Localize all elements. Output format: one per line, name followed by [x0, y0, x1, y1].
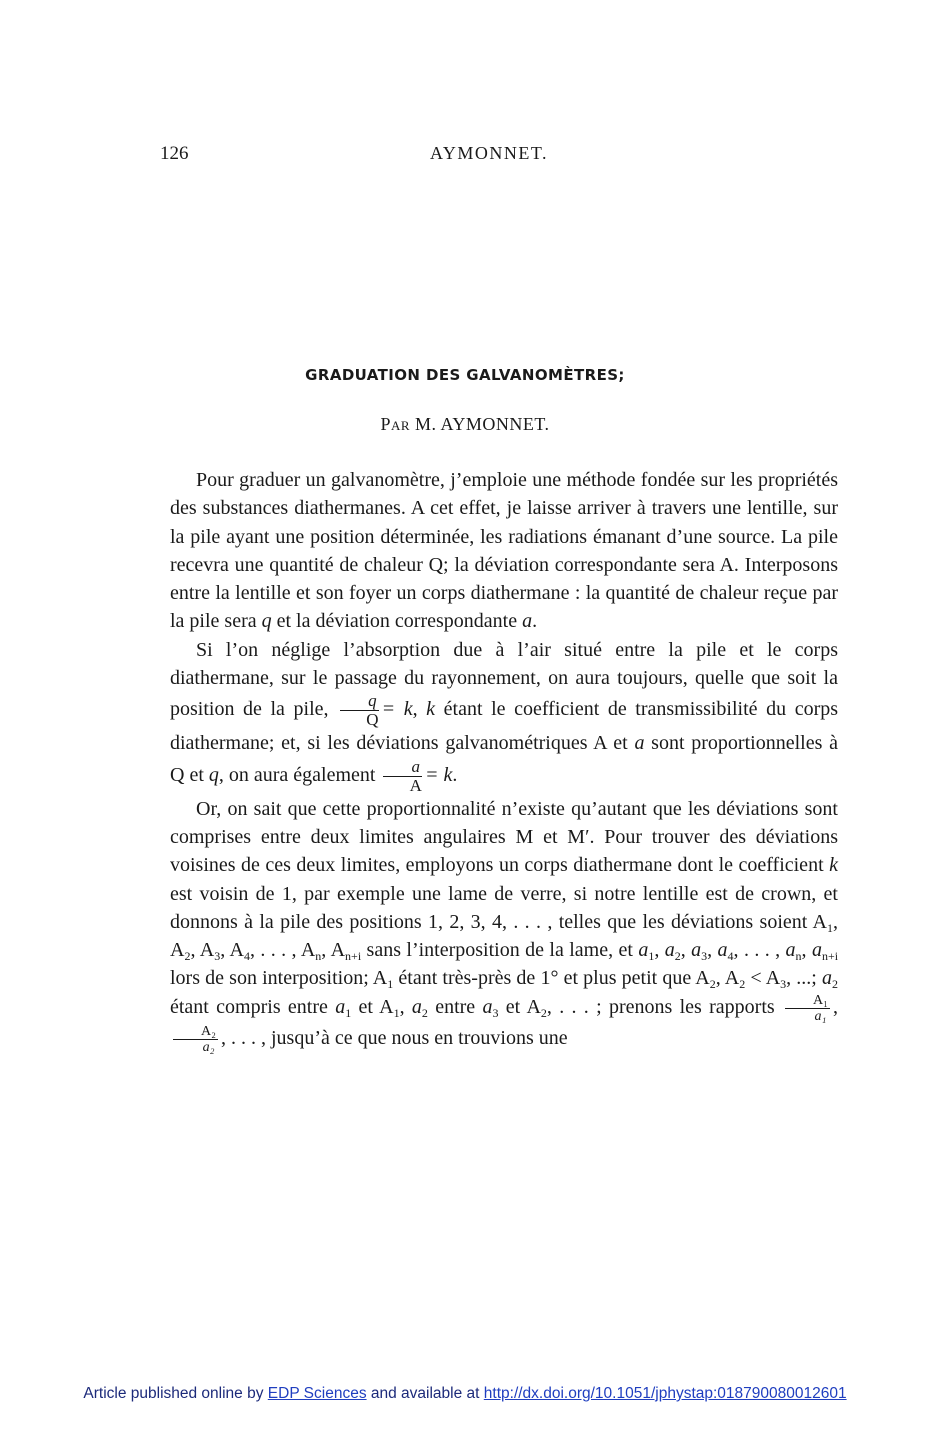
- ratio-A1-over-a1: [785, 993, 830, 1024]
- p2-text-5: , on aura également: [218, 763, 381, 786]
- fraction-denominator: Q: [366, 710, 379, 730]
- subscript: 4: [243, 949, 250, 964]
- subscript: 3: [214, 949, 221, 964]
- p3-text-12: entre: [427, 995, 483, 1018]
- subscript: 2: [184, 949, 191, 964]
- subscript: 3: [780, 977, 787, 992]
- publication-footer: [0, 1385, 930, 1403]
- subscript: n: [315, 949, 322, 964]
- fraction-q-over-Q: [340, 692, 379, 729]
- subscript: 3: [701, 949, 708, 964]
- subscript: 2: [832, 977, 839, 992]
- subscript: 1: [393, 1005, 400, 1020]
- footer-middle: and available at: [366, 1385, 484, 1402]
- subscript: 2: [674, 949, 681, 964]
- subscript: 2: [739, 977, 746, 992]
- var-a: a: [717, 939, 728, 962]
- var-a: a: [691, 939, 702, 962]
- fraction-denominator: a₁: [814, 1008, 827, 1024]
- edp-sciences-link[interactable]: EDP Sciences: [267, 1385, 367, 1402]
- p2-text-6: .: [452, 763, 458, 786]
- footer-prefix: Article published online by: [83, 1385, 268, 1402]
- page-header: [160, 143, 860, 169]
- p3-text-5: étant très-près de 1° et plus petit que A: [393, 967, 710, 990]
- separator: , A: [190, 939, 215, 962]
- p2-text-2: ,: [412, 698, 427, 721]
- byline: [0, 414, 930, 435]
- p3-text-4: lors de son interposition; A: [170, 967, 388, 990]
- subscript: n+i: [821, 949, 839, 964]
- fraction-numerator: q: [340, 692, 379, 711]
- paragraph-1: [170, 466, 838, 636]
- separator: , A: [321, 939, 346, 962]
- fraction-a-over-A: [383, 758, 422, 795]
- equation-equals-k: = k: [424, 763, 453, 786]
- fraction-denominator: a₂: [202, 1039, 215, 1055]
- byline-prefix-cap: P: [380, 414, 391, 434]
- p3-text-10: et A: [351, 995, 394, 1018]
- var-a: a: [411, 995, 422, 1018]
- separator: ,: [654, 939, 665, 962]
- subscript: 1: [387, 977, 394, 992]
- var-q: q: [208, 763, 219, 786]
- subscript: 2: [709, 977, 716, 992]
- p3-text-7: < A: [745, 967, 781, 990]
- subscript: n: [795, 949, 802, 964]
- byline-prefix-rest: AR: [390, 418, 411, 433]
- article-title: GRADUATION DES GALVANOMÈTRES;: [305, 366, 625, 384]
- p3-text-6: , A: [715, 967, 740, 990]
- p2-text-3: étant le coefficient de transmissibilité du corps diathermane; et, si les déviations galvanométriques A et: [170, 698, 839, 755]
- subscript: 4: [727, 949, 734, 964]
- separator: , A: [220, 939, 244, 962]
- separator: , . . . ,: [733, 939, 786, 962]
- doi-link[interactable]: http://dx.doi.org/10.1051/jphystap:018790080012601: [483, 1385, 847, 1402]
- p2-text-4: sont proportionnelles à Q et: [170, 732, 838, 786]
- p3-text-1: Or, on sait que cette proportionnalité n’existe qu’autant que les déviations sont comprises entre deux limites angulaires M et M′. Pour trouver des déviations voisines de ces deux limites, employons un corps diathermane dont le coefficient: [170, 797, 838, 877]
- subscript: 2: [540, 1005, 547, 1020]
- p1-text: Pour graduer un galvanomètre, j’emploie une méthode fondée sur les propriétés des substances diathermanes. A cet effet, je laisse arriver à travers une lentille, sur la pile ayant une position déterminée, les radiations émanant d’une source. La pile recevra une quantité de chaleur Q; la déviation correspondante sera A. Interposons entre la lentille et son foyer un corps diathermane : la quantité de chaleur reçue par la pile sera: [170, 469, 838, 633]
- p3-text-3: sans l’interposition de la lame, et: [361, 939, 639, 962]
- fraction-numerator: A₂: [173, 1024, 218, 1040]
- p1-var-q: q: [261, 610, 272, 633]
- running-head: AYMONNET.: [430, 143, 549, 163]
- separator: , . . . , A: [249, 939, 316, 962]
- fraction-denominator: A: [409, 775, 422, 795]
- var-a: a: [482, 995, 493, 1018]
- subscript: 1: [345, 1005, 352, 1020]
- p3-text-9: étant compris entre: [170, 995, 336, 1018]
- var-a: a: [335, 995, 346, 1018]
- var-k: k: [829, 854, 838, 877]
- page-number: 126: [160, 143, 189, 164]
- paragraph-3: [170, 795, 838, 1055]
- p3-text-8: , ...;: [786, 967, 823, 990]
- p3-text-11: ,: [399, 995, 412, 1018]
- p1-mid: et la déviation correspondante: [271, 610, 523, 633]
- subscript: 1: [648, 949, 655, 964]
- var-a: a: [811, 939, 822, 962]
- var-a: a: [664, 939, 675, 962]
- separator: ,: [707, 939, 718, 962]
- var-a: a: [785, 939, 796, 962]
- var-a: a: [634, 732, 645, 755]
- p3-text-13: et A: [498, 995, 541, 1018]
- p2-text-1: Si l’on néglige l’absorption due à l’air situé entre la pile et le corps diathermane, sur le passage du rayonnement, on aura toujours, quelle que soit la position de la pile,: [170, 638, 838, 721]
- subscript: 2: [421, 1005, 428, 1020]
- fraction-numerator: A₁: [785, 993, 830, 1009]
- p3-text-2: est voisin de 1, par exemple une lame de verre, si notre lentille est de crown, et donnons à la pile des positions 1, 2, 3, 4, . . . , telles que les déviations soient A: [170, 882, 838, 933]
- var-a: a: [638, 939, 649, 962]
- equation-equals-k: = k: [381, 698, 413, 721]
- var-k: k: [426, 698, 436, 721]
- separator: ,: [801, 939, 812, 962]
- fraction-numerator: a: [383, 758, 422, 777]
- byline-author: M. AYMONNET.: [410, 414, 550, 434]
- p1-end: .: [532, 610, 538, 633]
- paragraph-2: [170, 636, 838, 795]
- p3-text-14: , . . . ; prenons les rapports: [546, 995, 782, 1018]
- article-body: [170, 466, 838, 1055]
- subscript: 3: [492, 1005, 499, 1020]
- subscript: 1: [827, 920, 833, 935]
- ratio-A2-over-a2: [173, 1024, 218, 1055]
- separator: ,: [680, 939, 692, 962]
- var-a: a: [822, 967, 833, 990]
- separator: ,: [832, 995, 838, 1018]
- p3-text-15: , . . . , jusqu’à ce que nous en trouvions une: [221, 1026, 568, 1049]
- subscript: n+i: [345, 949, 362, 964]
- p1-var-a: a: [522, 610, 533, 633]
- separator: , A: [170, 910, 838, 962]
